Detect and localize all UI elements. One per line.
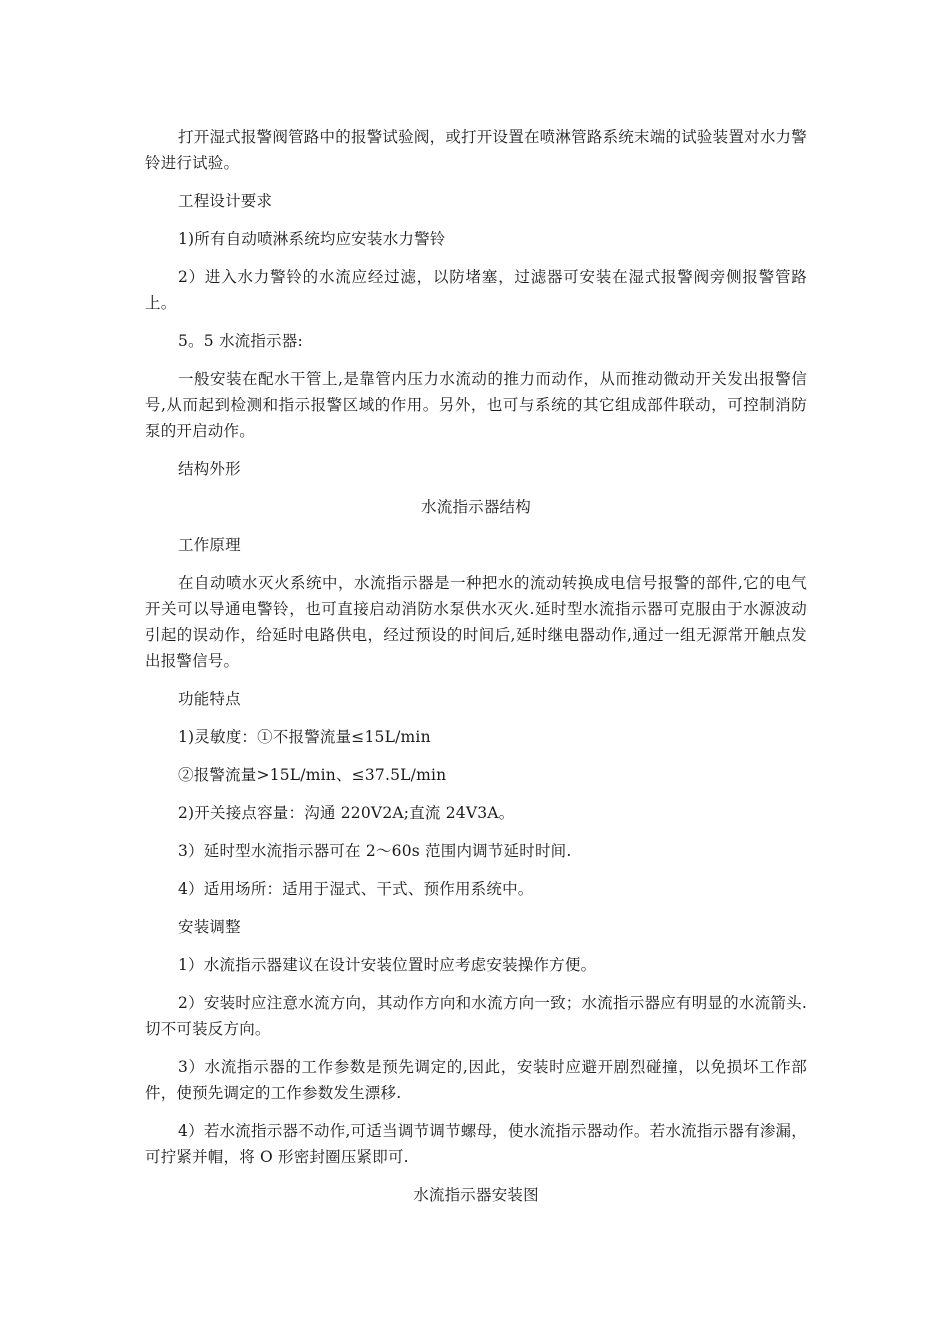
paragraph-install-3: 3）水流指示器的工作参数是预先调定的,因此，安装时应避开剧烈碰撞，以免损坏工作部件，使预先调定的工作参数发生漂移. [145,1058,807,1102]
paragraph-install-4: 4）若水流指示器不动作,可适当调节调节螺母，使水流指示器动作。若水流指示器有渗漏，可拧紧并帽，将 O 形密封圈压紧即可. [145,1122,807,1166]
paragraph-feature-3: 3）延时型水流指示器可在 2～60s 范围内调节延时时间. [178,842,572,860]
paragraph-requirement-2: 2）进入水力警铃的水流应经过滤，以防堵塞，过滤器可安装在湿式报警阀旁侧报警管路上。 [145,268,807,312]
heading-design-requirements: 工程设计要求 [178,192,273,210]
paragraph-feature-1a: 1)灵敏度：①不报警流量≤15L/min [178,728,431,746]
paragraph-working-principle: 在自动喷水灭火系统中，水流指示器是一种把水的流动转换成电信号报警的部件,它的电气开关可以导通电警铃，也可直接启动消防水泵供水灭火.延时型水流指示器可克服由于水源波动引起的误动作，给延时电路供电，经过预设的时间后,延时继电器动作,通过一组无源常开触点发出报警信号。 [145,574,807,670]
heading-section-5-5: 5。5 水流指示器: [178,332,303,350]
caption-installation-diagram: 水流指示器安装图 [413,1186,539,1204]
caption-structure: 水流指示器结构 [421,498,531,516]
heading-features: 功能特点 [178,690,241,708]
paragraph-requirement-1: 1)所有自动喷淋系统均应安装水力警铃 [178,230,446,248]
document-body [145,124,807,1220]
paragraph-alarm-test: 打开湿式报警阀管路中的报警试验阀，或打开设置在喷淋管路系统末端的试验装置对水力警铃进行试验。 [145,128,807,172]
paragraph-feature-4: 4）适用场所：适用于湿式、干式、预作用系统中。 [178,880,534,898]
paragraph-install-2: 2）安装时应注意水流方向，其动作方向和水流方向一致；水流指示器应有明显的水流箭头.切不可装反方向。 [145,994,807,1038]
paragraph-install-1: 1）水流指示器建议在设计安装位置时应考虑安装操作方便。 [178,956,597,974]
paragraph-flow-indicator-intro: 一般安装在配水干管上,是靠管内压力水流动的推力而动作，从而推动微动开关发出报警信号,从而起到检测和指示报警区域的作用。另外，也可与系统的其它组成部件联动，可控制消防泵的开启动作。 [145,370,807,440]
heading-installation: 安装调整 [178,918,241,936]
heading-structure-shape: 结构外形 [178,460,241,478]
paragraph-feature-1b: ②报警流量>15L/min、≤37.5L/min [178,766,447,784]
paragraph-feature-2: 2)开关接点容量：沟通 220V2A;直流 24V3A。 [178,804,515,822]
heading-working-principle: 工作原理 [178,536,241,554]
